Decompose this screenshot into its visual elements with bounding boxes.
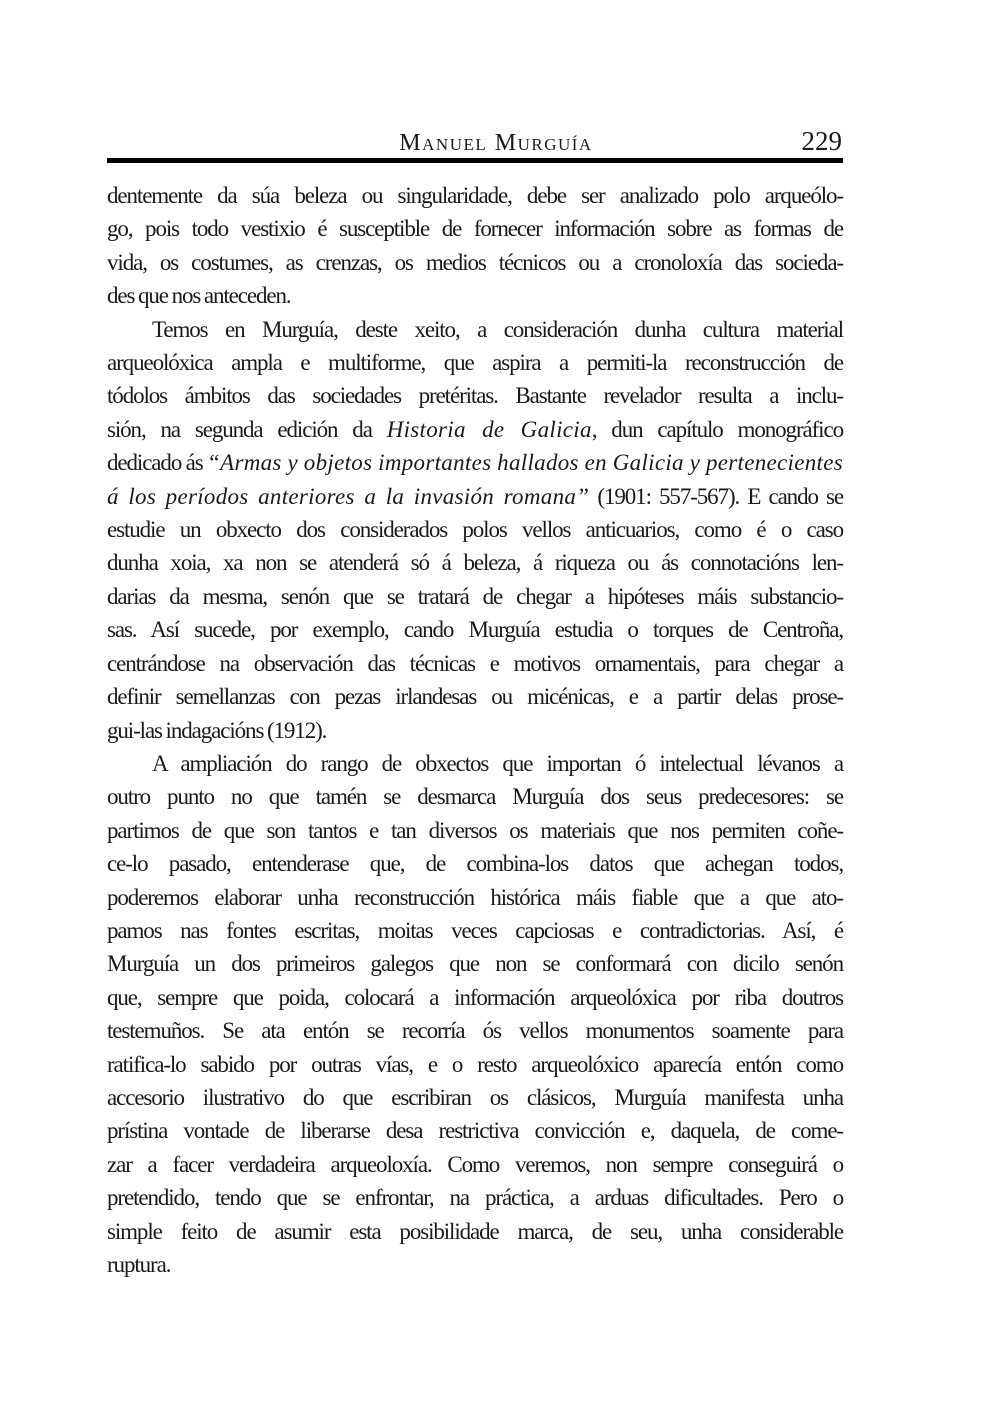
text-segment: dedicado ás [107,450,208,476]
text-segment: testemuños. Se ata entón se recorría ós vellos monumentos soamente para [107,1018,843,1044]
text-segment: go, pois todo vestixio é susceptible de fornecer información sobre as formas de [107,216,843,242]
text-line [107,1148,843,1181]
text-line [107,613,843,646]
text-segment: sión, na segunda edición da [107,416,387,442]
paragraph [107,179,843,313]
text-segment: (1901: 557-567). E cando se [589,483,843,509]
text-line [107,914,843,947]
text-line [107,580,843,613]
text-line [107,947,843,980]
text-line [107,279,843,312]
text-segment: zar a facer verdadeira arqueoloxía. Como veremos, non sempre conseguirá o [107,1151,843,1177]
paragraph [107,747,843,1282]
text-segment: outro punto no que tamén se desmarca Murguía dos seus predecesores: se [107,784,843,810]
paragraph [107,313,843,747]
italic-text-segment: á los períodos anteriores a la invasión romana” [107,483,590,509]
text-line [107,413,843,446]
text-segment: poderemos elaborar unha reconstrucción histórica máis fiable que a que ato- [107,884,843,910]
text-segment: partimos de que son tantos e tan diversos os materiais que nos permiten coñe- [107,817,843,843]
text-line [107,212,843,245]
text-segment: tódolos ámbitos das sociedades pretéritas. Bastante revelador resulta a inclu- [107,383,843,409]
text-line [107,1248,843,1281]
text-segment: pretendido, tendo que se enfrontar, na práctica, a arduas dificultades. Pero o [107,1185,843,1211]
text-line [107,1215,843,1248]
text-line [107,981,843,1014]
text-segment: pamos nas fontes escritas, moitas veces capciosas e contradictorias. Así, é [107,917,843,943]
text-segment: centrándose na observación das técnicas e motivos ornamentais, para chegar a [107,650,843,676]
text-segment: darias da mesma, senón que se tratará de chegar a hipóteses máis substancio- [107,583,843,609]
text-line [107,313,843,346]
text-line [107,647,843,680]
text-segment: prístina vontade de liberarse desa restrictiva convicción e, daquela, de come- [107,1118,843,1144]
text-line [107,680,843,713]
text-segment: des que nos anteceden. [107,283,291,309]
text-line [107,246,843,279]
text-segment: dentemente da súa beleza ou singularidade, debe ser analizado polo arqueólo- [107,183,843,208]
text-line [107,847,843,880]
running-header-title: Manuel Murguía [399,130,593,156]
running-header [0,126,992,160]
text-segment: simple feito de asumir esta posibilidade marca, de seu, unha considerable [107,1218,843,1244]
text-segment: ruptura. [107,1252,171,1277]
text-segment: que, sempre que poida, colocará a información arqueolóxica por riba doutros [107,984,843,1010]
text-segment: definir semellanzas con pezas irlandesas ou micénicas, e a partir delas prose- [107,684,843,710]
text-segment: sas. Así sucede, por exemplo, cando Murguía estudia o torques de Centroña, [107,617,843,643]
text-line [107,513,843,546]
text-segment: , dun capítulo monográfico [591,416,843,442]
text-line [107,714,843,747]
text-line [107,1048,843,1081]
text-segment: Temos en Murguía, deste xeito, a consideración dunha cultura material [152,316,843,342]
text-segment: A ampliación do rango de obxectos que importan ó intelectual lévanos a [152,750,843,776]
header-rule [107,158,843,163]
text-line [107,1081,843,1114]
text-line [107,814,843,847]
italic-text-segment: “Armas y objetos importantes hallados en Galicia y pertenecientes [207,450,843,476]
text-segment: estudie un obxecto dos considerados polos vellos anticuarios, como é o caso [107,517,843,543]
text-segment: Murguía un dos primeiros galegos que non se conformará con dicilo senón [107,951,843,977]
text-line [107,1181,843,1214]
text-line [107,1114,843,1147]
text-line [107,1014,843,1047]
text-segment: ratifica-lo sabido por outras vías, e o resto arqueolóxico aparecía entón como [107,1051,843,1077]
text-line [107,379,843,412]
italic-text-segment: Historia de Galicia [386,416,592,442]
text-line [107,881,843,914]
text-segment: arqueolóxica ampla e multiforme, que aspira a permiti-la reconstrucción de [107,350,843,376]
text-line [107,179,843,212]
text-segment: ce-lo pasado, entenderase que, de combina-los datos que achegan todos, [107,851,843,877]
text-line [107,780,843,813]
text-segment: accesorio ilustrativo do que escribiran os clásicos, Murguía manifesta unha [107,1084,843,1110]
text-segment: vida, os costumes, as crenzas, os medios técnicos ou a cronoloxía das socieda- [107,249,843,275]
text-line [107,446,843,479]
text-line [107,546,843,579]
text-line [107,346,843,379]
page-number: 229 [801,126,842,156]
text-segment: gui-las indagacións (1912). [107,717,327,743]
text-line [107,747,843,780]
text-line [107,480,843,513]
body-text [107,179,843,1281]
text-segment: dunha xoia, xa non se atenderá só á beleza, á riqueza ou ás connotacións len- [107,550,843,576]
